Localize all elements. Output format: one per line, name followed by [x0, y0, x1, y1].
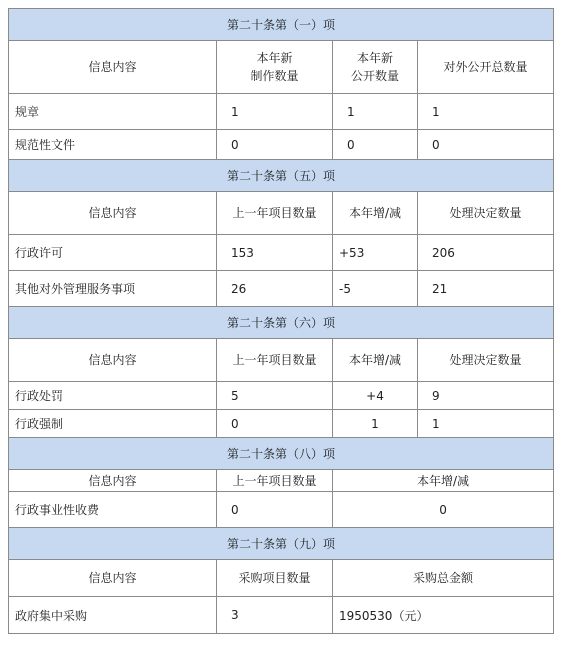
section-header — [9, 9, 554, 41]
row-label: 行政许可 — [9, 235, 217, 271]
column-header: 信息内容 — [9, 560, 217, 597]
row-label: 政府集中采购 — [9, 597, 217, 634]
cell-value: 206 — [418, 235, 554, 271]
cell-value: -5 — [333, 271, 418, 307]
row-label: 规章 — [9, 94, 217, 130]
table-row — [9, 597, 554, 634]
column-header: 处理决定数量 — [418, 192, 554, 235]
cell-value: 0 — [217, 130, 333, 160]
table-row — [9, 382, 554, 410]
disclosure-table — [8, 8, 554, 634]
cell-value: 3 — [217, 597, 333, 634]
table-row — [9, 235, 554, 271]
section-title: 第二十条第（八）项 — [9, 438, 554, 470]
column-header: 信息内容 — [9, 470, 217, 492]
column-header: 本年新 公开数量 — [333, 41, 418, 94]
table-row — [9, 271, 554, 307]
cell-value: 0 — [418, 130, 554, 160]
column-header-row — [9, 192, 554, 235]
cell-value: 1 — [418, 410, 554, 438]
section-title: 第二十条第（九）项 — [9, 528, 554, 560]
column-header: 上一年项目数量 — [217, 339, 333, 382]
cell-value: 0 — [217, 410, 333, 438]
cell-value: +4 — [333, 382, 418, 410]
column-header: 本年增/减 — [333, 192, 418, 235]
cell-value: +53 — [333, 235, 418, 271]
table-row — [9, 410, 554, 438]
section-header — [9, 307, 554, 339]
column-header: 对外公开总数量 — [418, 41, 554, 94]
column-header: 本年增/减 — [333, 470, 554, 492]
row-label: 行政强制 — [9, 410, 217, 438]
section-title: 第二十条第（六）项 — [9, 307, 554, 339]
section-header — [9, 160, 554, 192]
column-header: 处理决定数量 — [418, 339, 554, 382]
column-header: 上一年项目数量 — [217, 470, 333, 492]
cell-value: 1 — [217, 94, 333, 130]
cell-value: 1950530（元） — [333, 597, 554, 634]
column-header: 上一年项目数量 — [217, 192, 333, 235]
column-header: 采购总金额 — [333, 560, 554, 597]
section-title: 第二十条第（一）项 — [9, 9, 554, 41]
column-header: 信息内容 — [9, 339, 217, 382]
section-header — [9, 528, 554, 560]
row-label: 其他对外管理服务事项 — [9, 271, 217, 307]
column-header: 采购项目数量 — [217, 560, 333, 597]
cell-value: 21 — [418, 271, 554, 307]
column-header: 本年新 制作数量 — [217, 41, 333, 94]
cell-value: 1 — [333, 410, 418, 438]
cell-value: 9 — [418, 382, 554, 410]
column-header: 信息内容 — [9, 41, 217, 94]
cell-value: 5 — [217, 382, 333, 410]
column-header-row — [9, 560, 554, 597]
table-row — [9, 94, 554, 130]
cell-value: 0 — [217, 492, 333, 528]
column-header-row — [9, 339, 554, 382]
row-label: 行政事业性收费 — [9, 492, 217, 528]
cell-value: 0 — [333, 492, 554, 528]
section-title: 第二十条第（五）项 — [9, 160, 554, 192]
column-header-row — [9, 470, 554, 492]
table-row — [9, 130, 554, 160]
cell-value: 1 — [333, 94, 418, 130]
column-header: 信息内容 — [9, 192, 217, 235]
cell-value: 26 — [217, 271, 333, 307]
cell-value: 153 — [217, 235, 333, 271]
cell-value: 1 — [418, 94, 554, 130]
column-header-row — [9, 41, 554, 94]
row-label: 规范性文件 — [9, 130, 217, 160]
cell-value: 0 — [333, 130, 418, 160]
table-row — [9, 492, 554, 528]
section-header — [9, 438, 554, 470]
row-label: 行政处罚 — [9, 382, 217, 410]
column-header: 本年增/减 — [333, 339, 418, 382]
